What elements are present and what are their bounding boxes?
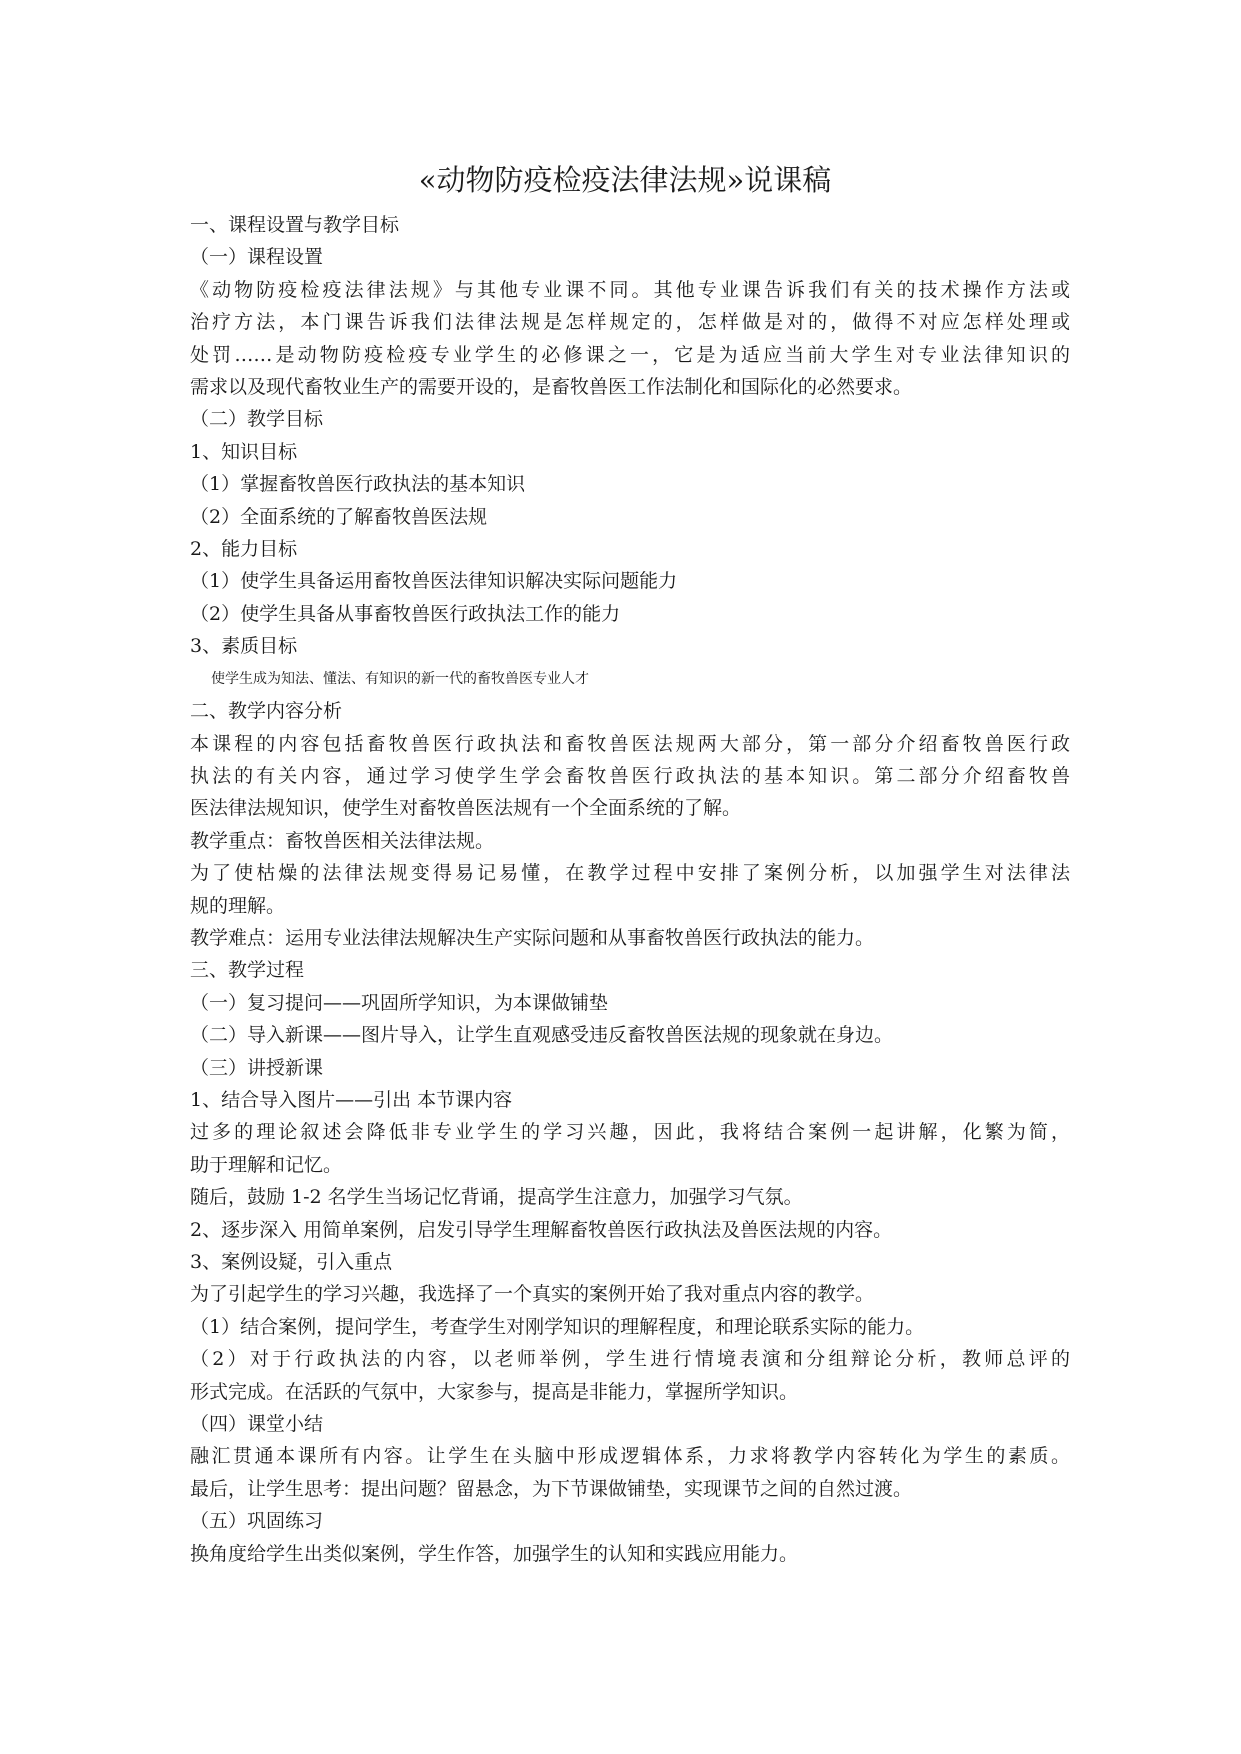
text-line: 过多的理论叙述会降低非专业学生的学习兴趣，因此，我将结合案例一起讲解，化繁为简， [190,1121,1070,1144]
text-line: 医法律法规知识，使学生对畜牧兽医法规有一个全面系统的了解。 [190,797,742,820]
text-line: 2、逐步深入 用简单案例，启发引导学生理解畜牧兽医行政执法及兽医法规的内容。 [190,1218,893,1241]
text-line: 治疗方法，本门课告诉我们法律法规是怎样规定的，怎样做是对的，做得不对应怎样处理或 [190,311,1070,334]
text-line: 一、课程设置与教学目标 [190,214,400,236]
text-line: （一）课程设置 [190,246,324,269]
document-title: «动物防疫检疫法律法规»说课稿 [418,163,832,197]
text-line: 三、教学过程 [190,959,305,982]
text-line: （一）复习提问——巩固所学知识，为本课做铺垫 [190,991,609,1014]
text-line: 换角度给学生出类似案例，学生作答，加强学生的认知和实践应用能力。 [190,1542,799,1565]
text-line: 《动物防疫检疫法律法规》与其他专业课不同。其他专业课告诉我们有关的技术操作方法或 [190,278,1070,301]
text-line: 为了引起学生的学习兴趣，我选择了一个真实的案例开始了我对重点内容的教学。 [190,1283,875,1306]
text-line: （1）结合案例，提问学生，考查学生对刚学知识的理解程度，和理论联系实际的能力。 [190,1315,925,1338]
text-line: （2）全面系统的了解畜牧兽医法规 [190,505,488,528]
text-line: 教学重点：畜牧兽医相关法律法规。 [190,829,495,852]
text-line: （二）导入新课——图片导入，让学生直观感受违反畜牧兽医法规的现象就在身边。 [190,1024,894,1047]
text-line: 二、教学内容分析 [190,700,343,723]
text-line: 使学生成为知法、懂法、有知识的新一代的畜牧兽医专业人才 [211,670,589,687]
text-line: 教学难点：运用专业法律法规解决生产实际问题和从事畜牧兽医行政执法的能力。 [190,926,875,949]
text-line: 规的理解。 [190,894,286,917]
text-line: 3、案例设疑，引入重点 [190,1251,393,1273]
text-line: 1、结合导入图片——引出 本节课内容 [190,1088,513,1111]
text-line: 3、素质目标 [190,635,298,658]
text-line: （五）巩固练习 [190,1510,324,1533]
text-line: 本课程的内容包括畜牧兽医行政执法和畜牧兽医法规两大部分，第一部分介绍畜牧兽医行政 [190,732,1070,755]
text-line: 2、能力目标 [190,538,298,561]
text-line: 1、知识目标 [190,440,298,463]
text-line: （三）讲授新课 [190,1056,324,1079]
document-body [190,209,1070,1570]
text-line: 随后，鼓励 1-2 名学生当场记忆背诵，提高学生注意力，加强学习气氛。 [190,1186,803,1209]
text-line: （2）使学生具备从事畜牧兽医行政执法工作的能力 [190,602,621,625]
text-line: 需求以及现代畜牧业生产的需要开设的，是畜牧兽医工作法制化和国际化的必然要求。 [190,376,913,399]
text-line: 最后，让学生思考：提出问题？留悬念，为下节课做铺垫，实现课节之间的自然过渡。 [190,1477,913,1500]
text-line: （1）使学生具备运用畜牧兽医法律知识解决实际问题能力 [190,570,678,593]
text-line: 融汇贯通本课所有内容。让学生在头脑中形成逻辑体系，力求将教学内容转化为学生的素质。 [190,1445,1070,1468]
text-line: （四）课堂小结 [190,1413,324,1436]
text-line: （2）对于行政执法的内容，以老师举例，学生进行情境表演和分组辩论分析，教师总评的 [190,1348,1070,1371]
text-line: 执法的有关内容，通过学习使学生学会畜牧兽医行政执法的基本知识。第二部分介绍畜牧兽 [190,764,1070,787]
document-page [190,160,1070,1570]
text-line: （二）教学目标 [190,408,324,431]
text-line: 助于理解和记忆。 [190,1153,343,1176]
text-line: 形式完成。在活跃的气氛中，大家参与，提高是非能力，掌握所学知识。 [190,1380,799,1403]
text-line: （1）掌握畜牧兽医行政执法的基本知识 [190,473,526,496]
text-line: 处罚……是动物防疫检疫专业学生的必修课之一，它是为适应当前大学生对专业法律知识的 [190,343,1070,366]
text-line: 为了使枯燥的法律法规变得易记易懂，在教学过程中安排了案例分析，以加强学生对法律法 [190,862,1070,885]
